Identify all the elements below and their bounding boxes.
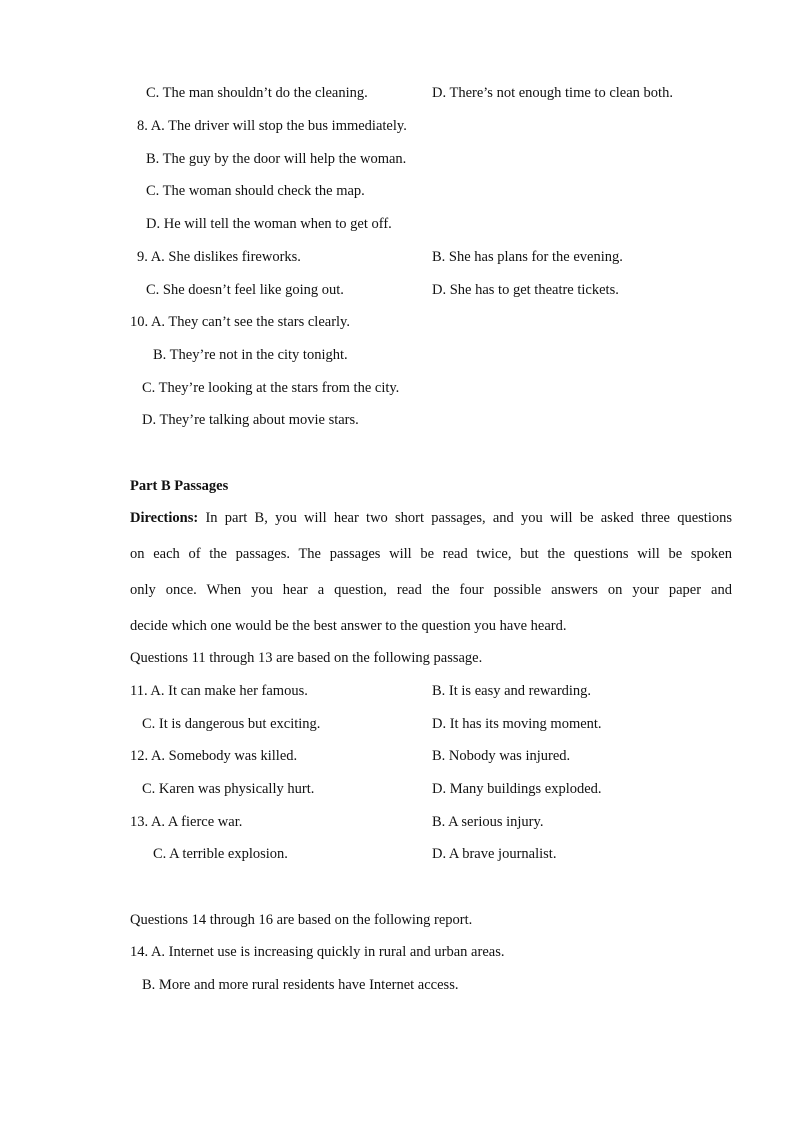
q13-option-c: C. A terrible explosion. [153,846,288,862]
q9-option-c: C. She doesn’t feel like going out. [146,282,344,298]
directions-line-3: only once. When you hear a question, read the four possible answers on your paper and [130,582,732,598]
q7-option-c: C. The man shouldn’t do the cleaning. [146,85,368,101]
q10-option-a: 10. A. They can’t see the stars clearly. [130,314,350,330]
q11-option-c: C. It is dangerous but exciting. [142,716,321,732]
q13-option-a: 13. A. A fierce war. [130,814,243,830]
q11-option-b: B. It is easy and rewarding. [432,683,592,699]
q9-option-b: B. She has plans for the evening. [432,249,623,265]
q14-option-a: 14. A. Internet use is increasing quickly in rural and urban areas. [130,944,505,960]
q12-option-b: B. Nobody was injured. [432,748,571,764]
q8-option-b: B. The guy by the door will help the woman. [146,151,407,167]
q9-option-d: D. She has to get theatre tickets. [432,282,619,298]
directions-line-2: on each of the passages. The passages will be read twice, but the questions will be spoken [130,546,732,562]
q7-option-d: D. There’s not enough time to clean both. [432,85,673,101]
q11-option-a: 11. A. It can make her famous. [130,683,308,699]
q10-option-b: B. They’re not in the city tonight. [153,347,348,363]
q12-option-d: D. Many buildings exploded. [432,781,602,797]
directions-text-1: In part B, you will hear two short passages, and you will be asked three questions [198,510,732,526]
q8-option-d: D. He will tell the woman when to get off. [146,216,392,232]
section-title: Part B Passages [130,478,229,494]
directions-line-1 [130,509,732,527]
q14-option-b: B. More and more rural residents have Internet access. [142,977,459,993]
q8-option-a: 8. A. The driver will stop the bus immediately. [137,118,407,134]
q13-option-d: D. A brave journalist. [432,846,557,862]
q13-option-b: B. A serious injury. [432,814,544,830]
q9-option-a: 9. A. She dislikes fireworks. [137,249,301,265]
q12-option-c: C. Karen was physically hurt. [142,781,315,797]
passage-intro-1: Questions 11 through 13 are based on the following passage. [130,650,483,666]
q8-option-c: C. The woman should check the map. [146,183,365,199]
q12-option-a: 12. A. Somebody was killed. [130,748,298,764]
q10-option-c: C. They’re looking at the stars from the city. [142,380,400,396]
q10-option-d: D. They’re talking about movie stars. [142,412,359,428]
directions-label: Directions: [130,510,199,526]
q11-option-d: D. It has its moving moment. [432,716,602,732]
passage-intro-2: Questions 14 through 16 are based on the following report. [130,912,473,928]
directions-line-4: decide which one would be the best answer to the question you have heard. [130,618,567,634]
